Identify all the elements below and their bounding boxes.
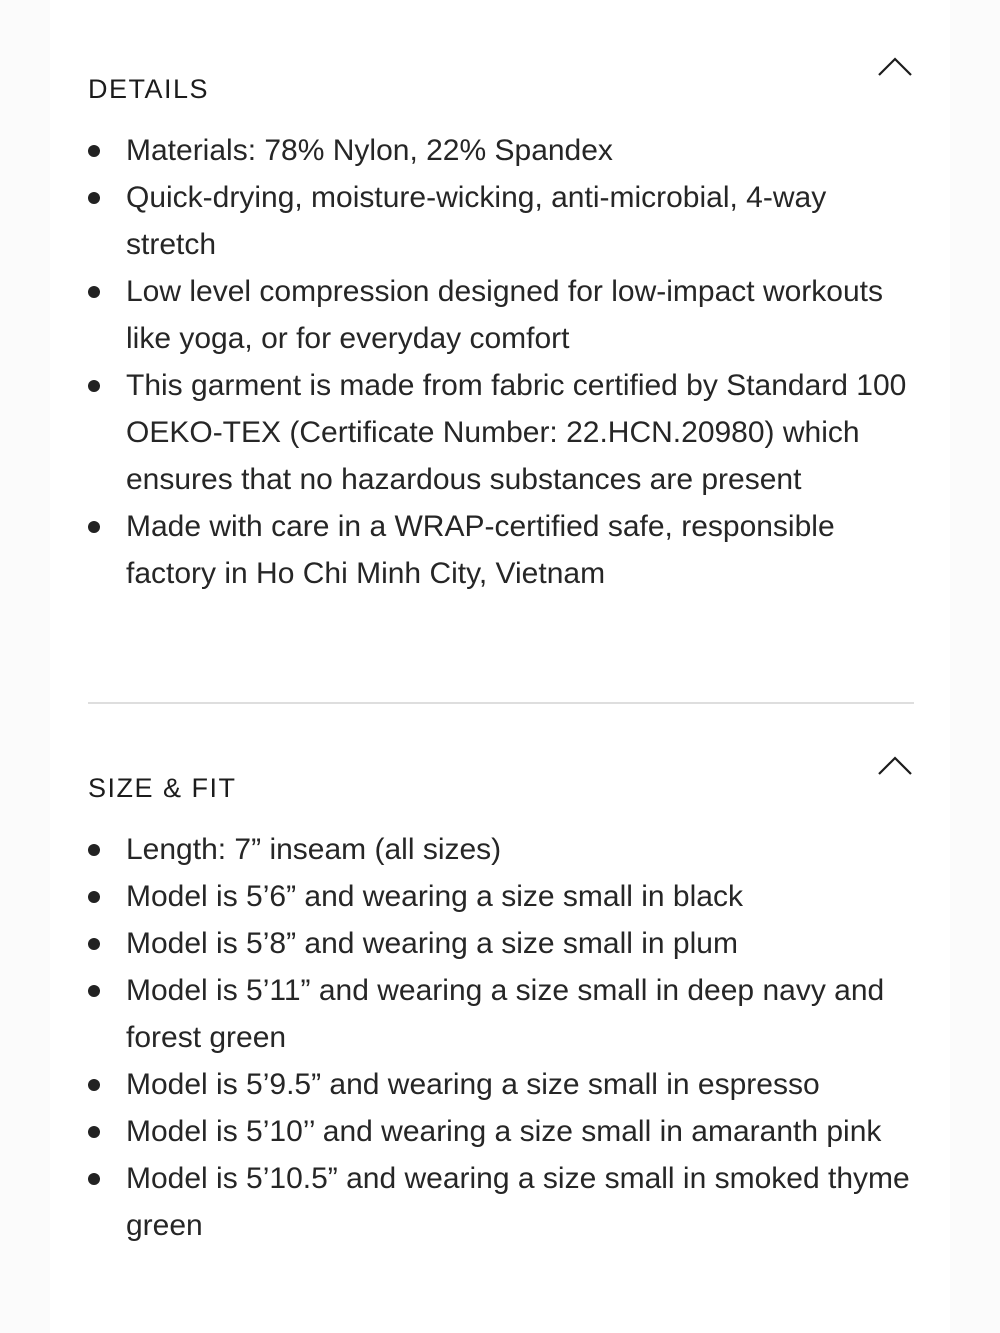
size-fit-item-model-black: Model is 5’6” and wearing a size small in black (88, 873, 914, 920)
chevron-up-icon[interactable] (876, 50, 914, 80)
details-list (88, 127, 914, 597)
size-fit-item-model-plum: Model is 5’8” and wearing a size small in plum (88, 920, 914, 967)
details-header[interactable] (88, 0, 914, 105)
size-fit-item-model-espresso: Model is 5’9.5” and wearing a size small in espresso (88, 1061, 914, 1108)
size-fit-item-model-thyme: Model is 5’10.5” and wearing a size small in smoked thyme green (88, 1155, 914, 1249)
size-fit-item-length: Length: 7” inseam (all sizes) (88, 826, 914, 873)
section-divider (88, 702, 914, 704)
size-fit-list (88, 826, 914, 1249)
details-item-performance: Quick-drying, moisture-wicking, anti-microbial, 4-way stretch (88, 174, 914, 268)
size-fit-item-model-navy-green: Model is 5’11” and wearing a size small in deep navy and forest green (88, 967, 914, 1061)
details-item-materials: Materials: 78% Nylon, 22% Spandex (88, 127, 914, 174)
details-section (88, 0, 914, 590)
details-item-certification: This garment is made from fabric certified by Standard 100 OEKO-TEX (Certificate Number: 22.HCN.20980) which ensures that no hazardous substances are present (88, 362, 914, 503)
size-fit-title: SIZE & FIT (88, 773, 237, 804)
details-item-compression: Low level compression designed for low-impact workouts like yoga, or for everyday comfort (88, 268, 914, 362)
details-item-factory: Made with care in a WRAP-certified safe, responsible factory in Ho Chi Minh City, Vietnam (88, 503, 914, 597)
size-fit-section (88, 706, 914, 1242)
details-title: DETAILS (88, 74, 210, 105)
size-fit-header[interactable] (88, 706, 914, 804)
size-fit-item-model-amaranth: Model is 5’10’’ and wearing a size small in amaranth pink (88, 1108, 914, 1155)
chevron-up-icon[interactable] (876, 749, 914, 779)
